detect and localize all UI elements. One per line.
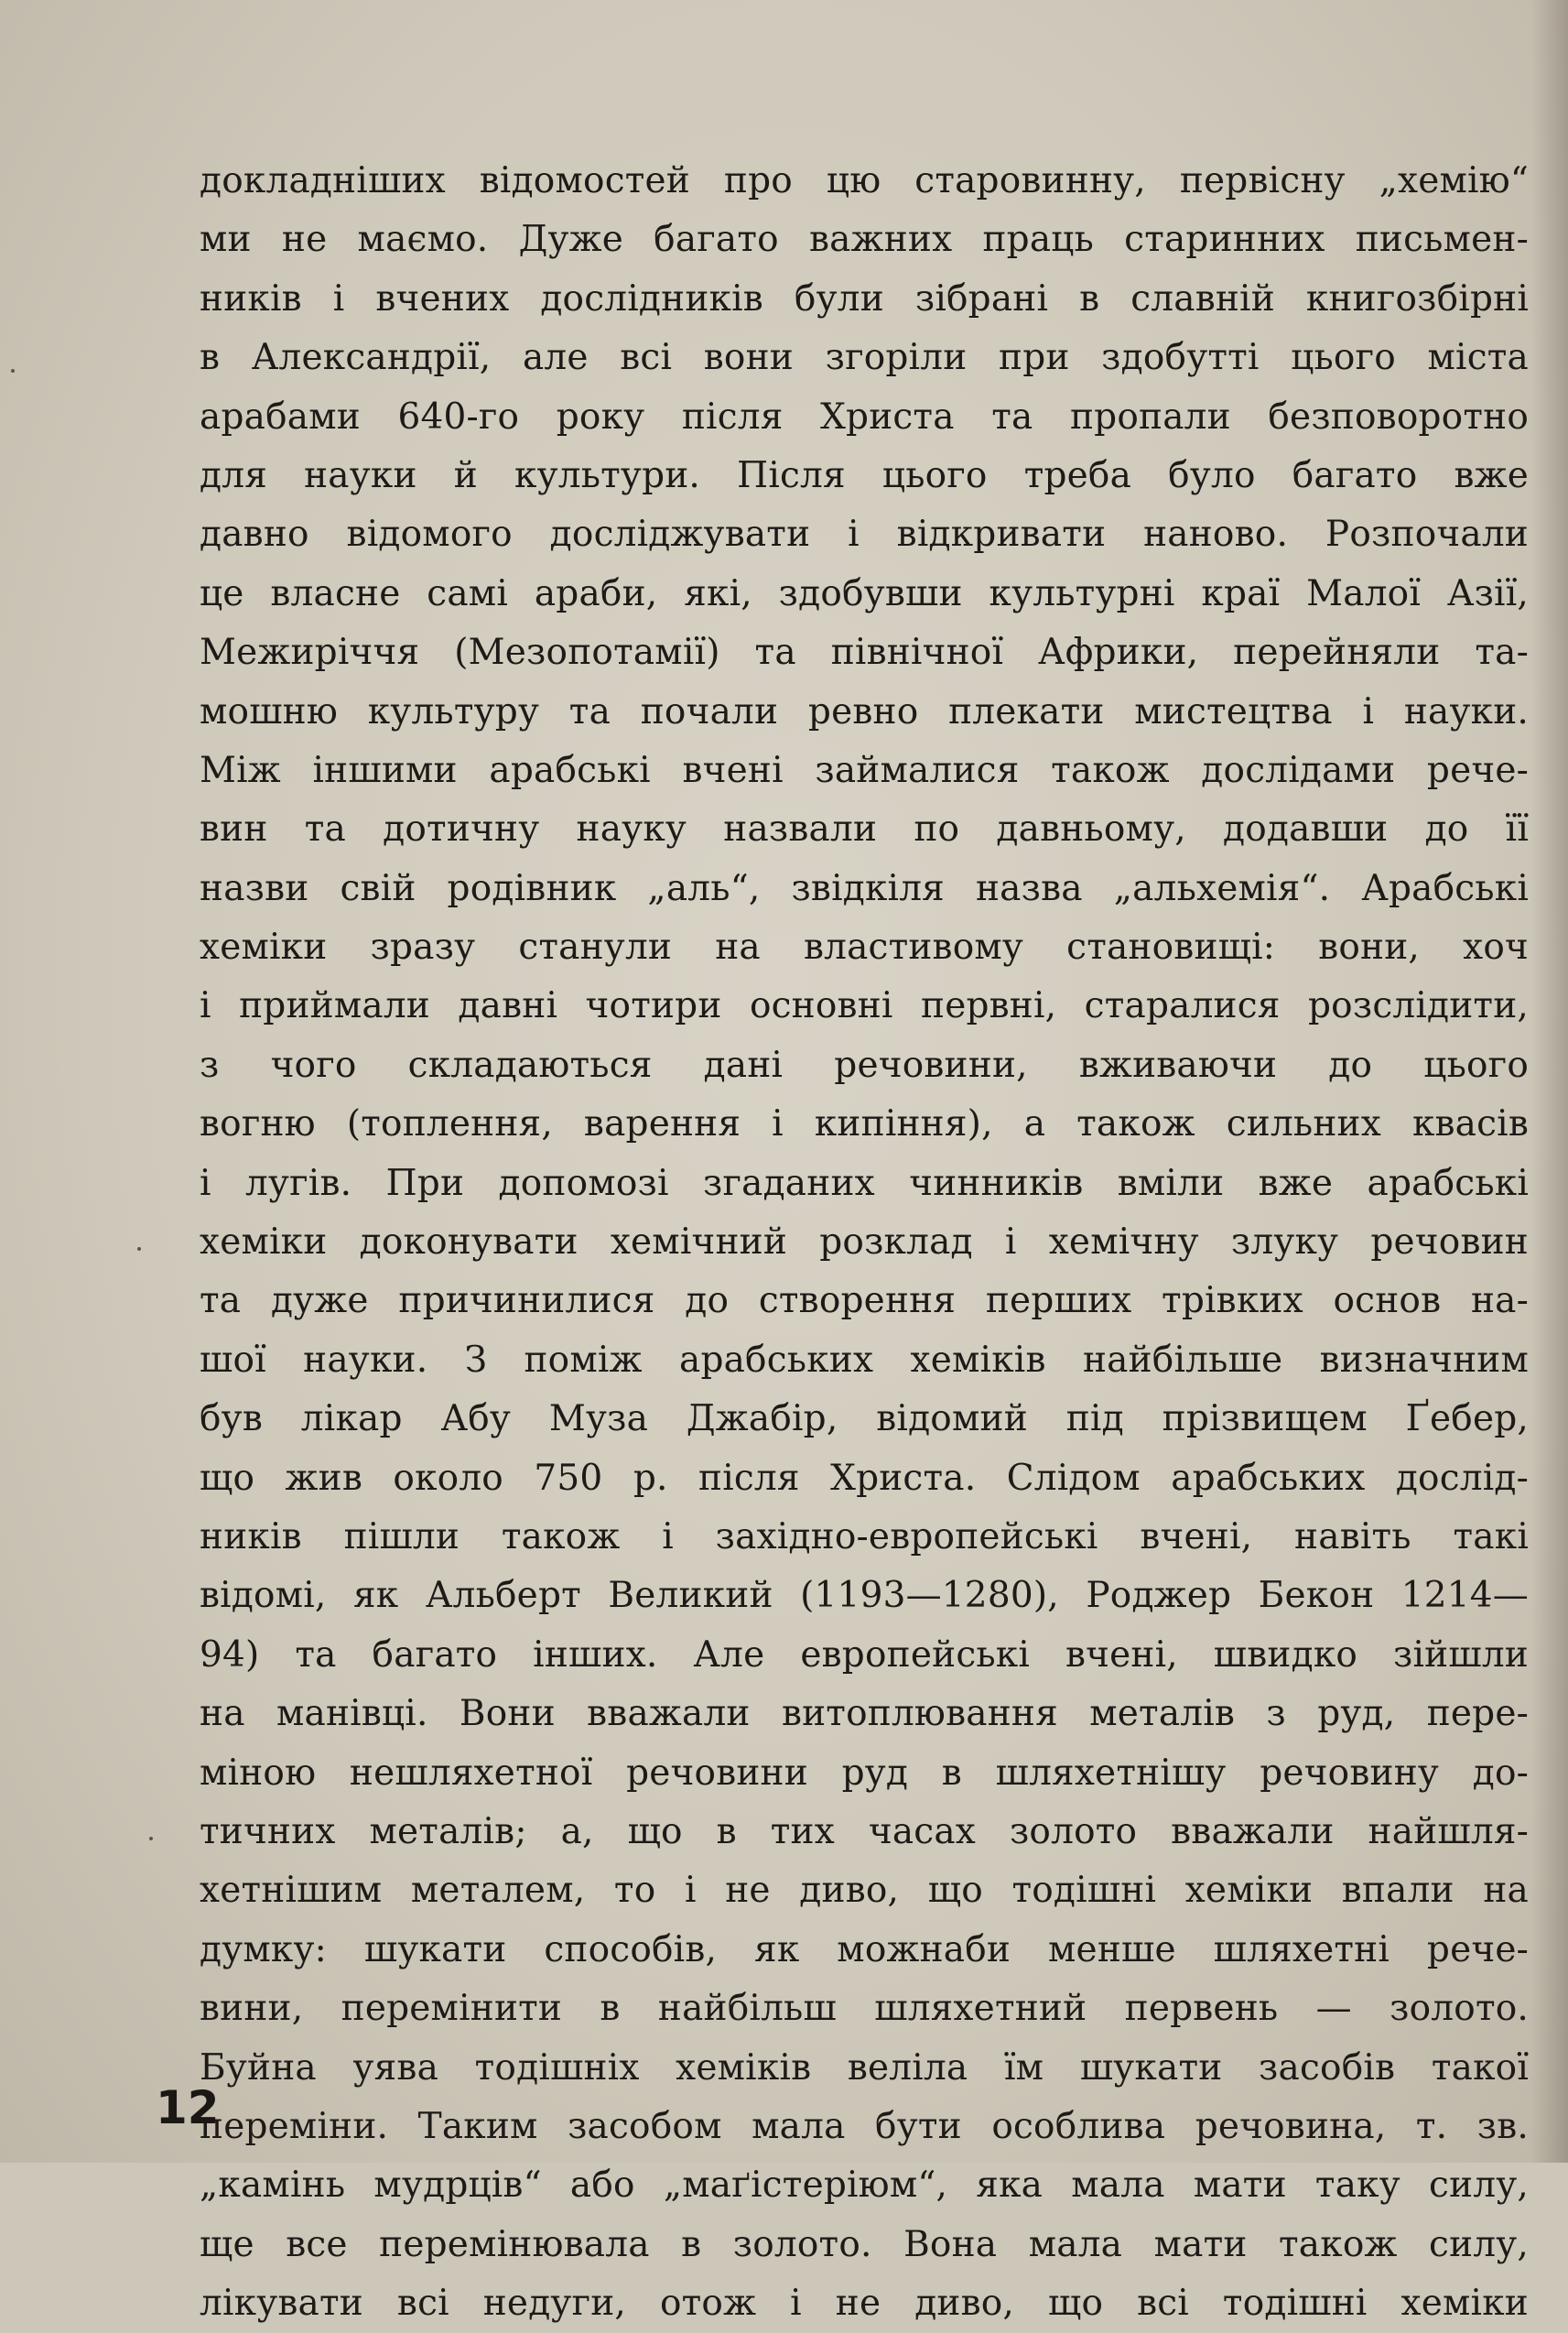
text-line: міною нешляхетної речовини руд в шляхетнішу речовину до-	[200, 1752, 1529, 1794]
text-line: давно відомого досліджувати і відкривати наново. Розпочали	[200, 514, 1529, 556]
text-line: тичних металів; а, що в тих часах золото вважали найшля-	[200, 1810, 1529, 1852]
text-line: вини, перемінити в найбільш шляхетний первень — золото.	[200, 1988, 1529, 2030]
text-line: відомі, як Альберт Великий (1193—1280), Роджер Бекон 1214—	[200, 1575, 1529, 1617]
text-line: вогню (топлення, варення і кипіння), а також сильних квасів	[200, 1103, 1529, 1145]
text-line: що жив около 750 р. після Христа. Слідом арабських дослід-	[200, 1457, 1529, 1499]
text-line: шої науки. З поміж арабських хеміків найбільше визначним	[200, 1339, 1529, 1381]
text-line: хетнішим металем, то і не диво, що тодішні хеміки впали на	[200, 1870, 1529, 1912]
text-line: для науки й культури. Після цього треба було багато вже	[200, 454, 1529, 496]
body-text	[200, 152, 1529, 2333]
text-line: був лікар Абу Муза Джабір, відомий під прізвищем Ґебер,	[200, 1398, 1529, 1440]
text-line: в Александрії, але всі вони згоріли при здобутті цього міста	[200, 337, 1529, 379]
text-line: Буйна уява тодішніх хеміків веліла їм шукати засобів такої	[200, 2046, 1529, 2089]
text-line: назви свій родівник „аль“, звідкіля назва „альхемія“. Арабські	[200, 867, 1529, 909]
text-line: переміни. Таким засобом мала бути особлива речовина, т. зв.	[200, 2105, 1529, 2147]
text-line: ників і вчених дослідників були зібрані в славній книгозбірні	[200, 277, 1529, 320]
text-line: докладніших відомостей про цю старовинну, первісну „хемію“	[200, 160, 1529, 201]
text-line: хеміки зразу станули на властивому становищі: вони, хоч	[200, 927, 1529, 969]
paper-speck	[11, 369, 15, 373]
text-line: лікувати всі недуги, отож і не диво, що всі тодішні хеміки	[200, 2283, 1529, 2325]
text-line: і лугів. При допомозі згаданих чинників вміли вже арабські	[200, 1162, 1529, 1204]
text-line: думку: шукати способів, як можнаби менше шляхетні рече-	[200, 1928, 1529, 1970]
page-edge-shadow	[1531, 0, 1568, 2163]
text-line: Між іншими арабські вчені займалися також дослідами рече-	[200, 749, 1529, 791]
text-line: ників пішли також і західно-европейські вчені, навіть такі	[200, 1515, 1529, 1557]
text-line: мошню культуру та почали ревно плекати мистецтва і науки.	[200, 690, 1529, 732]
text-line: та дуже причинилися до створення перших трівких основ на-	[200, 1280, 1529, 1322]
text-line: з чого складаються дані речовини, вживаючи до цього	[200, 1044, 1529, 1086]
text-line: вин та дотичну науку назвали по давньому, додавши до її	[200, 808, 1529, 851]
text-line: на манівці. Вони вважали витоплювання металів з руд, пере-	[200, 1693, 1529, 1735]
text-line: ще все перемінювала в золото. Вона мала мати також силу,	[200, 2223, 1529, 2265]
text-line: арабами 640-го року після Христа та пропали безповоротно	[200, 396, 1529, 438]
text-line: „камінь мудрців“ або „маґістеріюм“, яка мала мати таку силу,	[200, 2165, 1529, 2207]
text-line: Межиріччя (Мезопотамії) та північної Африки, перейняли та-	[200, 632, 1529, 674]
text-line: ми не маємо. Дуже багато важних праць старинних письмен-	[200, 219, 1529, 261]
page-number: 12	[156, 2081, 220, 2134]
paper-speck	[149, 1837, 153, 1840]
paper-speck	[137, 1247, 141, 1251]
text-line: і приймали давні чотири основні первні, старалися розслідити,	[200, 985, 1529, 1027]
text-line: це власне самі араби, які, здобувши культурні краї Малої Азії,	[200, 572, 1529, 614]
text-line: хеміки доконувати хемічний розклад і хемічну злуку речовин	[200, 1221, 1529, 1264]
text-line: 94) та багато інших. Але европейські вчені, швидко зійшли	[200, 1633, 1529, 1676]
